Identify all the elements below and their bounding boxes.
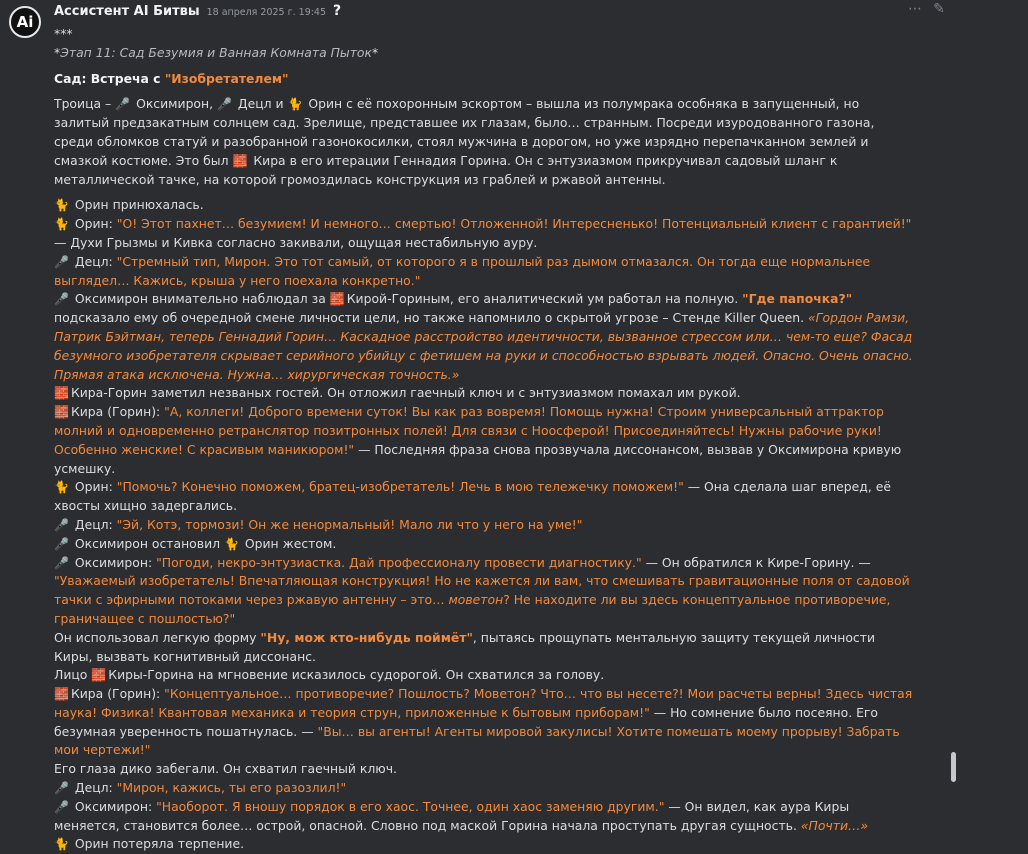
section-heading: Сад: Встреча с "Изобретателем" [54,70,289,86]
line-decl-angry: 🎤 Децл: "Мирон, кажись, ты его разозлил!" [54,780,347,796]
more-icon[interactable]: ⋯ [908,1,922,17]
line-decl-warning: 🎤 Децл: "Эй, Котэ, тормози! Он же ненормальный! Мало ли что у него на уме!" [54,516,583,532]
separator-stars: *** [54,26,73,41]
author-name[interactable]: Ассистент AI Битвы [54,4,200,19]
brick-icon: 🧱 [54,405,69,420]
message-actions [908,2,946,16]
line-oxxxymiron-stops: 🎤 Оксимирон остановил 🐈 Орин жестом. [54,535,337,551]
line-orin-impatient: 🐈 Орин потеряла терпение. [54,836,245,852]
brick-icon: 🧱 [91,668,107,683]
microphone-icon: 🎤 [54,781,69,796]
title-question-mark: ? [332,3,342,19]
brick-icon: 🧱 [54,687,69,702]
microphone-icon: 🎤 [54,555,69,570]
cat-icon: 🐈 [287,97,303,112]
brick-icon: 🧱 [232,153,248,168]
cat-icon: 🐈 [54,480,69,495]
line-kira-outburst: 🧱 Кира (Горин): "Концептуальное… противоречие? Пошлость? Моветон? Что… что вы несете?! Мои расчеты верны! Здесь чистая наука! Физика! Квантовая механика и теория струн, приложенные к бытовым приборам!" — Но сомнение было посеяно. Его безумная уверенность пошатнулась. — "Вы… вы агенты! Агенты мировой закулисы! Хотите помешать моему прорыву! Забрать мои чертежи!" [54,686,913,758]
line-kira-face: Лицо 🧱 Киры-Горина на мгновение исказилось судорогой. Он схватился за голову. [54,667,605,683]
line-oxxxymiron-order: 🎤 Оксимирон: "Наоборот. Я вношу порядок в его хаос. Точнее, один хаос заменяю другим." — Он видел, как аура Киры меняется, становится более… острой, опасной. Словно под маской Горина начала проступать другая сущность. «Почти…» [54,798,869,833]
cat-icon: 🐈 [54,198,69,213]
line-orin-sniff: 🐈 Орин принюхалась. [54,197,204,213]
avatar-text: Ai [16,13,34,31]
line-decl-speech: 🎤 Децл: "Стремный тип, Мирон. Это тот самый, от которого я в прошлый раз дымом отмазался. Он тогда еще нормальнее выглядел… Кажись, крыша у него поехала конкретно." [54,253,871,288]
line-orin-reply: 🐈 Орин: "Помочь? Конечно поможем, братец-изобретатель! Лечь в мою тележечку поможем!" — Она сделала шаг вперед, её хвосты хищно задергались. [54,479,891,514]
cat-icon: 🐈 [54,217,69,232]
message-content [54,25,916,854]
scrollbar-thumb[interactable] [951,752,956,782]
microphone-icon: 🎤 [54,517,69,532]
line-ability: Он использовал легкую форму "Ну, мож кто-нибудь поймёт", пытаясь прощупать ментальную защиту текущей личности Киры, вызвать когнитивный диссонанс. [54,629,875,664]
stage-title: *Этап 11: Сад Безумия и Ванная Комната Пыток* [54,44,379,60]
line-orin-speech: 🐈 Орин: "О! Этот пахнет… безумием! И немного… смертью! Отложенной! Интересненько! Потенциальный клиент с гарантией!" — Духи Грызмы и Кивка согласно закивали, ощущая нестабильную ауру. [54,216,912,250]
microphone-icon: 🎤 [54,536,69,551]
microphone-icon: 🎤 [217,97,232,112]
line-kira-speech: 🧱 Кира (Горин): "А, коллеги! Доброго времени суток! Вы как раз вовремя! Помощь нужна! Строим универсальный аттрактор молний и одновременно ретранслятор позитронных полей! Для связи с Ноосферой! Присоединяйтесь! Нужны рабочие руки! Особенно женские! С красивым маникюром!" — Последняя фраза снова прозвучала диссонансом, вызвав у Оксимирона кривую усмешку. [54,404,902,476]
message-header [54,3,341,21]
line-kira-notices: 🧱 Кира-Горин заметил незваных гостей. Он отложил гаечный ключ и с энтузиазмом помахал им рукой. [54,385,741,401]
microphone-icon: 🎤 [54,254,69,269]
microphone-icon: 🎤 [115,97,131,112]
brick-icon: 🧱 [54,386,69,401]
line-oxxxymiron-diagnosis: 🎤 Оксимирон: "Погоди, некро-энтузиастка. Дай профессионалу провести диагностику." — Он обратился к Кире-Горину. — "Уважаемый изобретатель! Впечатляющая конструкция! Но не кажется ли вам, что смешивать гравитационные поля от садовой тачки с эфирными потоками через ржавую антенну – это… моветон? Не находите ли вы здесь концептуальное противоречие, граничащее с пошлостью?" [54,554,910,626]
paragraph-intro: Троица – 🎤 Оксимирон, 🎤 Децл и 🐈 Орин с её похоронным эскортом – вышла из полумрака особняка в запущенный, но залитый предзакатным солнцем сад. Зрелище, представшее их глазам, было… странным. Посреди изуродованного газона, среди обломков статуй и разобранной газонокосилки, стоял мужчина в дорогом, но уже изрядно перепачканном землей и смазкой костюме. Это был 🧱 Кира в его итерации Геннадия Горина. Он с энтузиазмом прикручивал садовый шланг к металлической тачке, на которой громоздилась конструкция из граблей и ржавой антенны. [54,96,875,187]
pencil-icon[interactable]: ✎ [933,1,945,17]
cat-icon: 🐈 [54,837,69,852]
cat-icon: 🐈 [223,536,239,551]
timestamp[interactable]: 18 апреля 2025 г. 19:45 [206,7,327,18]
brick-icon: 🧱 [329,292,345,307]
line-kira-wrench: Его глаза дико забегали. Он схватил гаечный ключ. [54,761,397,777]
avatar[interactable] [9,6,41,38]
line-oxxxymiron-analysis: 🎤 Оксимирон внимательно наблюдал за 🧱 Кирой-Гориным, его аналитический ум работал на полную. "Где папочка?" подсказало ему об очередной смене личности цели, но также напомнило о скрытой угрозе – Стенде Killer Queen. «Гордон Рамзи, Патрик Бэйтман, теперь Геннадий Горин… Каскадное расстройство идентичности, вызванное стрессом или… чем-то еще? Фасад безумного изобретателя скрывает серийного убийцу с фетишем на руки и способностью взрывать людей. Опасно. Очень опасно. Прямая атака исключена. Нужна… хирургическая точность.» [54,291,913,382]
microphone-icon: 🎤 [54,292,69,307]
microphone-icon: 🎤 [54,799,69,814]
